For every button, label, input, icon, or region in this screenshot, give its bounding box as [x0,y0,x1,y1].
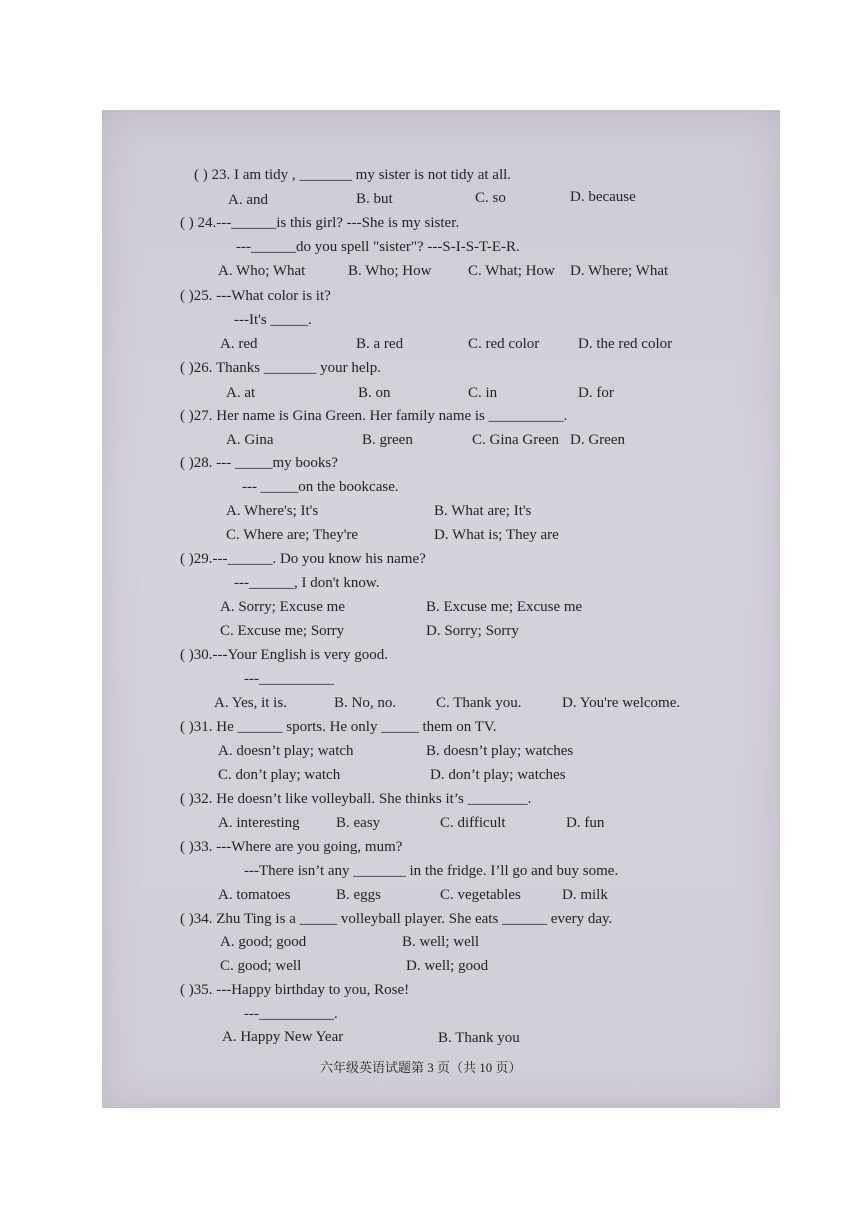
option-c: C. don’t play; watch [218,767,341,783]
option-d: D. the red color [578,336,673,352]
option-b: B. eggs [336,887,381,903]
option-c: C. Thank you. [436,695,522,711]
question-33-stem-line2: ---There isn’t any _______ in the fridge. I’ll go and buy some. [244,863,619,879]
question-27-stem: ( )27. Her name is Gina Green. Her family name is __________. [180,408,568,424]
question-30-stem: ( )30.---Your English is very good. [180,647,389,663]
option-a: A. red [220,336,258,352]
question-24-stem-line2: ---______do you spell "sister"? ---S-I-S-T-E-R. [236,239,520,255]
option-c: C. Gina Green [472,432,560,448]
option-c: C. difficult [440,815,506,831]
question-28-stem-line2: --- _____on the bookcase. [242,479,399,495]
option-b: B. Who; How [348,263,432,279]
option-a: A. and [228,192,268,208]
option-b: B. a red [356,336,404,352]
option-a: A. Who; What [218,263,306,279]
option-b: B. well; well [402,934,480,950]
option-c: C. Where are; They're [226,527,359,543]
option-c: C. good; well [220,958,302,974]
option-a: A. Sorry; Excuse me [220,599,345,615]
option-c: C. What; How [468,263,555,279]
option-c: C. red color [468,336,540,352]
question-34-stem: ( )34. Zhu Ting is a _____ volleyball player. She eats ______ every day. [180,911,613,927]
question-29-stem-line2: ---______, I don't know. [234,575,380,591]
question-28-stem: ( )28. --- _____my books? [180,455,338,471]
question-32-stem: ( )32. He doesn’t like volleyball. She thinks it’s ________. [180,791,532,807]
question-31-stem: ( )31. He ______ sports. He only _____ them on TV. [180,719,497,735]
option-b: B. doesn’t play; watches [426,743,574,759]
question-35-stem: ( )35. ---Happy birthday to you, Rose! [180,982,410,998]
option-d: D. milk [562,887,608,903]
option-d: D. Green [570,432,625,448]
question-29-stem: ( )29.---______. Do you know his name? [180,551,426,567]
option-b: B. Excuse me; Excuse me [426,599,583,615]
option-a: A. Yes, it is. [214,695,287,711]
page-footer: 六年级英语试题第 3 页（共 10 页） [320,1060,522,1075]
option-d: D. What is; They are [434,527,559,543]
option-a: A. interesting [218,815,300,831]
option-b: B. What are; It's [434,503,532,519]
option-d: D. because [570,189,636,205]
option-a: A. Where's; It's [226,503,319,519]
question-25-stem: ( )25. ---What color is it? [180,288,331,304]
question-33-stem: ( )33. ---Where are you going, mum? [180,839,403,855]
question-35-stem-line2: ---__________. [244,1006,338,1022]
option-a: A. Gina [226,432,274,448]
option-b: B. No, no. [334,695,397,711]
option-d: D. You're welcome. [562,695,681,711]
question-23-stem: ( ) 23. I am tidy , _______ my sister is not tidy at all. [194,167,512,183]
question-25-stem-line2: ---It's _____. [234,312,312,328]
option-a: A. doesn’t play; watch [218,743,354,759]
question-26-stem: ( )26. Thanks _______ your help. [180,360,381,376]
option-a: A. tomatoes [218,887,291,903]
option-b: B. green [362,432,413,448]
option-d: D. fun [566,815,605,831]
option-a: A. Happy New Year [222,1029,344,1045]
question-24-stem: ( ) 24.---______is this girl? ---She is my sister. [180,215,460,231]
option-d: D. for [578,385,614,401]
option-a: A. at [226,385,256,401]
option-b: B. Thank you [438,1030,520,1046]
option-c: C. Excuse me; Sorry [220,623,345,639]
option-d: D. Where; What [570,263,669,279]
option-c: C. vegetables [440,887,521,903]
option-b: B. but [356,191,393,207]
question-30-stem-line2: ---__________ [244,671,334,687]
option-c: C. in [468,385,498,401]
option-d: D. Sorry; Sorry [426,623,519,639]
option-b: B. easy [336,815,381,831]
option-d: D. well; good [406,958,489,974]
option-b: B. on [358,385,391,401]
option-c: C. so [475,190,506,206]
option-d: D. don’t play; watches [430,767,566,783]
option-a: A. good; good [220,934,307,950]
